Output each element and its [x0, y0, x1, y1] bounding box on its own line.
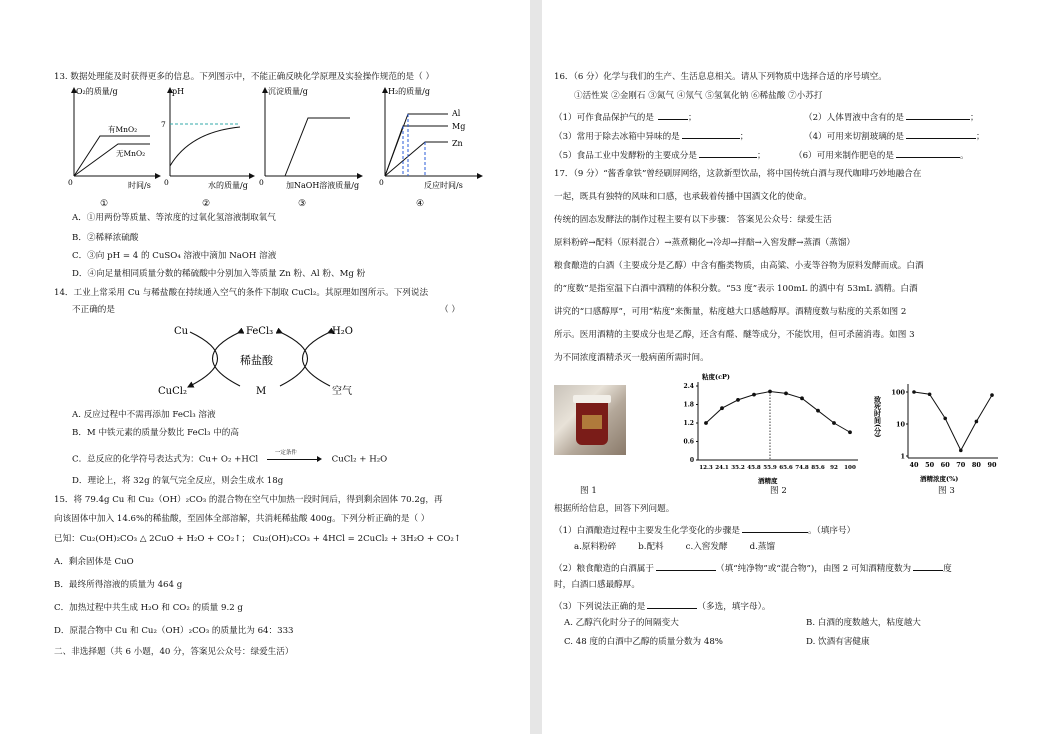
fig2-y-tick-label: 0.6 [683, 438, 694, 446]
q14-opt-d: D．理论上，将 32g 的氧气完全反应，则会生成水 18g [72, 476, 284, 486]
fig3-point [928, 392, 932, 396]
q17-part-1-options: a.原料粉碎 b.配料 c.入窖发酵 d.蒸馏 [574, 542, 775, 552]
q17-line-3: 传统的固态发酵法的制作过程主要有以下步骤： 答案见公众号：绿爱生活 [554, 215, 832, 225]
g1-num: ① [100, 199, 109, 209]
g2-ylabel: pH [172, 87, 185, 96]
q13-opt-c: C．③向 pH = 4 的 CuSO₄ 溶液中滴加 NaOH 溶液 [72, 251, 277, 261]
q17-part-2: （2）粮食酿造的白酒属于 （填“纯净物”或“混合物”)，由图 2 可知酒精度数为 度 [554, 561, 952, 575]
cycle-h2o: H₂O [332, 326, 353, 337]
q14-stem-2: 不正确的是 [72, 305, 115, 315]
q17-part-1: （1）白酒酿造过程中主要发生化学变化的步骤是 。（填序号） [554, 523, 855, 537]
fig1-caption: 图 1 [580, 486, 597, 496]
fig2-x-tick-label: 55.9 [763, 465, 777, 471]
graph-4 [379, 86, 480, 209]
q17-part-3-opt-c: C. 48 度的白酒中乙醇的质量分数为 48% [564, 637, 723, 647]
fig2-point [848, 430, 852, 434]
q15-opt-d: D．原混合物中 Cu 和 Cu₂（OH）₂CO₃ 的质量比为 64：333 [54, 626, 294, 636]
reaction-condition: 一定条件 [274, 450, 297, 456]
fig2-x-tick-label: 74.8 [795, 465, 809, 471]
fig3-caption: 图 3 [938, 486, 955, 496]
q15-line-1: 15．将 79.4g Cu 和 Cu₂（OH）₂CO₃ 的混合物在空气中加热一段时间后，得到剩余固体 70.2g，再 [54, 495, 443, 505]
fig2-point [752, 393, 756, 397]
fig2-x-tick-label: 85.6 [811, 465, 825, 471]
q15-opt-b: B．最终所得溶液的质量为 464 g [54, 580, 183, 590]
q16-stem: 16．（6 分）化学与我们的生产、生活息息相关。请从下列物质中选择合适的序号填空。 [554, 72, 887, 82]
section-2-heading: 二、非选择题（共 6 小题，40 分，答案见公众号：绿爱生活） [54, 647, 294, 657]
q14-cycle-diagram [150, 318, 370, 404]
q15-line-2: 向该固体中加入 14.6%的稀盐酸，至固体全部溶解，共消耗稀盐酸 400g。下列分析正确的是（ ） [54, 514, 430, 524]
fig3-x-tick-label: 70 [956, 461, 966, 469]
fig3-point [943, 417, 947, 421]
fig2-point [800, 396, 804, 400]
q15-opt-a: A．剩余固体是 CuO [54, 557, 134, 567]
cycle-center: 稀盐酸 [240, 354, 273, 367]
q17-line-2: 一起，既具有独特的风味和口感，也承载着传播中国酒文化的使命。 [554, 192, 812, 202]
latte-photo [554, 385, 626, 455]
fig2-point [736, 398, 740, 402]
fig3-xlabel: 酒精浓度(%) [920, 475, 959, 483]
cycle-fecl3: FeCl₃ [246, 326, 274, 337]
q17-line-6: 的“度数”是指室温下白酒中酒精的体积分数。“53 度”表示 100mL 的酒中有 53mL 酒精。白酒 [554, 284, 918, 294]
answer-blank[interactable] [656, 561, 716, 571]
answer-blank[interactable] [658, 110, 688, 120]
g2-tick7: 7 [161, 120, 166, 129]
fig3-ylabel [874, 395, 883, 437]
cycle-cu: Cu [174, 326, 189, 337]
fig3-y-tick-label: 100 [891, 388, 905, 397]
graph-1 [68, 86, 158, 209]
q14-paren: （ ） [440, 305, 460, 315]
fig2-y-tick-label: 1.8 [683, 401, 694, 409]
q13-graphs [60, 84, 520, 212]
q13-opt-a: A．①用两份等质量、等浓度的过氧化氢溶液制取氧气 [72, 213, 276, 223]
q14-opt-c-pre: C．总反应的化学符号表达式为：Cu+ O₂ +HCl [72, 454, 259, 465]
reaction-arrow [267, 450, 323, 464]
q14-opt-a: A. 反应过程中不需再添加 FeCl₃ 溶液 [72, 410, 216, 420]
fig3-series-line [914, 392, 992, 450]
g4-xlabel: 反应时间/s [424, 181, 463, 190]
fig2-x-tick-label: 100 [844, 465, 856, 471]
q13-opt-d: D．④向足量相同质量分数的稀硫酸中分别加入等质量 Zn 粉、Al 粉、Mg 粉 [72, 269, 366, 279]
q17-line-7: 讲究的“口感醇厚”，可用“粘度”来衡量，粘度越大口感越醇厚。酒精度数与粘度的关系如图 2 [554, 307, 907, 317]
fig3-ylabel-text: 致死时间(分) [874, 396, 883, 438]
fig2-point [720, 406, 724, 410]
q16-item-5: （5）食品工业中发酵粉的主要成分是 ； [554, 148, 766, 162]
fig2-caption: 图 2 [770, 486, 787, 496]
fig3-x-tick-label: 80 [971, 461, 981, 469]
g1-curve-a: 有MnO₂ [108, 125, 138, 134]
g4-mg: Mg [452, 122, 466, 131]
q17-line-4: 原料粉碎→配料（原料混合）→蒸煮糊化→冷却→拌醅→入窖发酵→蒸酒（蒸馏） [554, 238, 856, 248]
answer-blank[interactable] [913, 561, 943, 571]
viscosity-chart [672, 370, 872, 488]
cup-shape [576, 401, 608, 445]
q15-line-3: 已知：Cu₂(OH)₂CO₃ △ 2CuO + H₂O + CO₂↑； Cu₂(OH)₂CO₃ + 4HCl = 2CuCl₂ + 3H₂O + CO₂↑ [54, 534, 462, 544]
g3-origin: 0 [259, 178, 264, 187]
cycle-air: 空气 [332, 386, 352, 397]
q17-after: 根据所给信息，回答下列问题。 [554, 504, 675, 514]
g1-xlabel: 时间/s [128, 181, 151, 190]
fig2-y-tick-label: 0 [689, 457, 694, 464]
g2-xlabel: 水的质量/g [208, 181, 248, 190]
q17-part-3-opt-b: B. 白酒的度数越大，粘度越大 [806, 618, 921, 628]
fig3-point [990, 393, 994, 397]
fig3-x-tick-label: 50 [925, 461, 935, 469]
fig3-y-tick-label: 1 [900, 452, 905, 461]
fig3-point [975, 420, 979, 424]
answer-blank[interactable] [906, 110, 970, 120]
fig2-point [704, 421, 708, 425]
fig2-y-tick-label: 2.4 [683, 383, 694, 390]
q16-item-6: （6）可用来制作肥皂的是 。 [794, 148, 969, 162]
answer-blank[interactable] [699, 148, 757, 158]
q17-part-3-opt-d: D. 饮酒有害健康 [806, 637, 870, 647]
fig3-point [959, 449, 963, 453]
fig2-point [784, 392, 788, 396]
answer-blank[interactable] [682, 129, 740, 139]
q16-item-4: （4）可用来切割玻璃的是 ； [804, 129, 985, 143]
q14-opt-b: B．M 中铁元素的质量分数比 FeCl₃ 中的高 [72, 428, 239, 438]
q14-opt-c [72, 450, 388, 466]
q17-line-9: 为不同浓度酒精杀灭一般病菌所需时间。 [554, 353, 709, 363]
g4-ylabel: H₂的质量/g [388, 87, 430, 96]
g1-origin: 0 [68, 178, 73, 187]
g2-num: ② [202, 199, 211, 209]
q14-stem-1: 14．工业上常采用 Cu 与稀盐酸在持续通入空气的条件下制取 CuCl₂。其原理如图所示。下列说法 [54, 288, 429, 298]
kill-time-chart [874, 378, 1004, 488]
q17-part-3: （3）下列说法正确的是 （多选，填字母）。 [554, 599, 770, 613]
fig3-point [912, 390, 916, 394]
fig2-x-tick-label: 12.3 [699, 465, 713, 471]
g4-zn: Zn [452, 139, 463, 148]
cycle-cucl2: CuCl₂ [158, 386, 187, 397]
g3-num: ③ [298, 199, 307, 209]
q13-stem: 13. 数据处理能及时获得更多的信息。下列图示中，不能正确反映化学原理及实验操作规范的是（ ） [54, 72, 435, 82]
fig3-x-tick-label: 60 [940, 461, 950, 469]
q17-line-8: 所示。医用酒精的主要成分也是乙醇，还含有醛、醚等成分，不能饮用，但可杀菌消毒。如图 3 [554, 330, 915, 340]
fig3-x-tick-label: 40 [909, 461, 919, 469]
q16-item-2: （2）人体胃液中含有的是 ； [804, 110, 979, 124]
q16-item-1: （1）可作食品保护气的是 ； [554, 110, 697, 124]
q17-line-1: 17．（9 分）“酱香拿铁”曾经刷屏网络，这款新型饮品，将中国传统白酒与现代咖啡巧妙地融合在 [554, 169, 922, 179]
graph-3 [259, 86, 360, 209]
q16-choices: ①活性炭 ②金刚石 ③氮气 ④氖气 ⑤氢氧化钠 ⑥稀盐酸 ⑦小苏打 [574, 91, 823, 101]
fig2-x-tick-label: 35.2 [731, 465, 745, 471]
q14-opt-c-post: CuCl₂ + H₂O [331, 454, 388, 465]
g4-al: Al [452, 109, 461, 118]
right-page [542, 0, 1056, 734]
fig2-series-line [706, 392, 850, 433]
cycle-m: M [256, 386, 267, 397]
answer-blank[interactable] [647, 599, 697, 609]
fig2-point [816, 409, 820, 413]
answer-blank[interactable] [742, 523, 808, 533]
g1-ylabel: O₂的质量/g [76, 87, 118, 96]
g4-origin: 0 [379, 178, 384, 187]
g2-origin: 0 [164, 178, 169, 187]
g3-ylabel: 沉淀质量/g [268, 87, 308, 96]
fig3-x-tick-label: 90 [987, 461, 997, 469]
fig2-x-tick-label: 92 [830, 465, 838, 471]
graph-2 [161, 87, 252, 209]
fig2-point [832, 421, 836, 425]
g4-num: ④ [416, 199, 425, 209]
q13-opt-b: B．②稀释浓硫酸 [72, 233, 139, 243]
q15-opt-c: C．加热过程中共生成 H₂O 和 CO₂ 的质量 9.2 g [54, 603, 243, 613]
fig3-y-tick-label: 10 [895, 420, 905, 429]
fig2-x-tick-label: 65.6 [779, 465, 793, 471]
q16-item-3: （3）常用于除去冰箱中异味的是 ； [554, 129, 748, 143]
fig2-xlabel: 酒精度 [758, 477, 778, 485]
fig2-y-tick-label: 1.2 [683, 420, 694, 427]
g1-curve-b: 无MnO₂ [116, 149, 146, 158]
g3-xlabel: 加NaOH溶液质量/g [286, 181, 360, 190]
answer-blank[interactable] [906, 129, 976, 139]
fig2-x-tick-label: 24.1 [715, 465, 729, 471]
fig2-x-tick-label: 45.8 [747, 465, 761, 471]
q17-part-3-opt-a: A. 乙醇汽化时分子的间隔变大 [564, 618, 679, 628]
fig2-ylabel: 粘度(cP) [702, 373, 730, 381]
answer-blank[interactable] [896, 148, 960, 158]
q17-part-2-tail: 时，白酒口感最醇厚。 [554, 580, 640, 590]
q17-line-5: 粮食酿造的白酒（主要成分是乙醇）中含有酯类物质，由高粱、小麦等谷物为原料发酵而成。白酒 [554, 261, 924, 271]
